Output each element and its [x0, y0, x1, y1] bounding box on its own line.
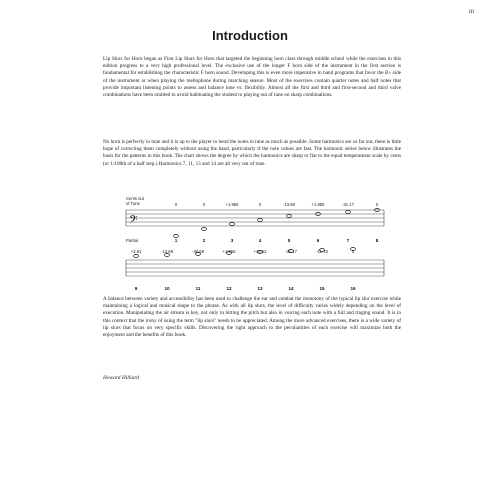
staff-1	[126, 210, 384, 229]
bass-clef-icon: 𝄢	[129, 214, 138, 229]
partial-number: 6	[316, 238, 320, 243]
page-title: Introduction	[212, 28, 288, 43]
cents-value: 0	[351, 249, 355, 254]
partial-number: 11	[195, 286, 201, 291]
staff-2	[126, 260, 384, 276]
cents-value: +1.955	[222, 249, 236, 254]
harmonic-series-figure	[126, 196, 386, 292]
partial-number: 14	[288, 286, 294, 291]
row2-partials-group	[135, 286, 356, 291]
paragraph-tuning: No horn is perfectly in tune and it is up to the player to bend the notes in tune as much as possible. Some harmonics are so far out, there is little hope of correcting them completely without using the hand, particularly if the note values are fast. The harmonic series below illustrates the basis for the patterns in this book. The chart shows the degree by which the harmonics are sharp or flat to the equal temperament scale by cents (or 1/100th of a half step.) Harmonics 7, 11, 13 and 14 are all very out of tune.	[103, 139, 401, 167]
row1-notes-group	[174, 208, 380, 237]
cents-value: 0	[375, 202, 379, 207]
cents-value: -31.17	[285, 249, 297, 254]
row1-partials-group	[175, 238, 379, 243]
paragraph-intro: Lip Slurs for Horn began as First Lip Slurs for Horn that targeted the beginning horn class through middle school while the exercises in this edition progress to a very high professional level. The exclusive use of the longer F horn side of the instrument in the first section is fundamental for establishing the characteristic F horn sound. Developing this is even more imperative in band programs that favor the B♭ side of the instrument or when playing the mellophone during marching season. Most of the exercises contain quarter notes and half notes that provide important listening points to assess and balance tone vs. flexibility. Almost all the first and third and first-second and third valve combinations have been omitted to avoid habituating the student to playing out of tune on sharp combinations.	[103, 56, 401, 99]
row1-cents-group	[175, 202, 379, 207]
cents-value: +3.91	[130, 249, 142, 254]
cents-value: 0	[174, 202, 178, 207]
partial-number: 12	[226, 286, 232, 291]
whole-note	[230, 222, 235, 225]
cents-value: 0	[202, 202, 206, 207]
partial-number: 2	[202, 238, 206, 243]
page-number: iii	[469, 9, 475, 15]
partial-number: 13	[257, 286, 263, 291]
partial-label: Partial	[126, 238, 138, 243]
cents-value: +40.52	[253, 249, 267, 254]
cents-value: +1.955	[225, 202, 239, 207]
whole-note	[346, 210, 351, 213]
partial-number: 16	[350, 286, 356, 291]
cents-value: -31.17	[342, 202, 354, 207]
cents-label-line2: of Tune	[126, 201, 140, 206]
partial-number: 15	[319, 286, 325, 291]
partial-number: 7	[346, 238, 350, 243]
harmonic-series-svg	[126, 196, 386, 292]
author-signature: Howard Hilliard	[103, 375, 139, 381]
cents-value: 0	[258, 202, 262, 207]
whole-note	[258, 218, 263, 221]
cents-value: -13.69	[283, 202, 295, 207]
cents-value: -11.73	[316, 249, 328, 254]
cents-value: +1.955	[311, 202, 325, 207]
partial-number: 10	[164, 286, 170, 291]
cents-value: -13.69	[161, 249, 173, 254]
paragraph-balance: A balance between variety and accessibility has been used to challenge the ear and combat the monotony of the typical lip slur exercise while maintaining a logical and musical shape to the phrase. As with all lip slurs, the level of difficulty varies widely depending on the level of execution. Manipulating the air stream is key, not only in hitting the pitch but also in voicing each note with a full and ringing sound. It is in this context that the irony of using the term "lip slurs" needs to be appreciated. Among the more advanced exercises, there is a wide variety of lip slurs that focus on very specific skills. Discovering the right approach to the peculiarities of each exercise will maximize both the enjoyment and the benefits of this book.	[103, 296, 401, 339]
whole-note	[287, 214, 292, 217]
partial-number: 8	[375, 238, 379, 243]
whole-note	[134, 254, 139, 257]
partial-number: 1	[174, 238, 178, 243]
partial-number: 4	[258, 238, 262, 243]
partial-number: 9	[134, 286, 138, 291]
whole-note	[202, 227, 207, 230]
cents-label-line1: Cents out	[126, 196, 144, 201]
cents-value: -48.68	[192, 249, 204, 254]
partial-number: 3	[230, 238, 234, 243]
partial-number: 5	[287, 238, 291, 243]
